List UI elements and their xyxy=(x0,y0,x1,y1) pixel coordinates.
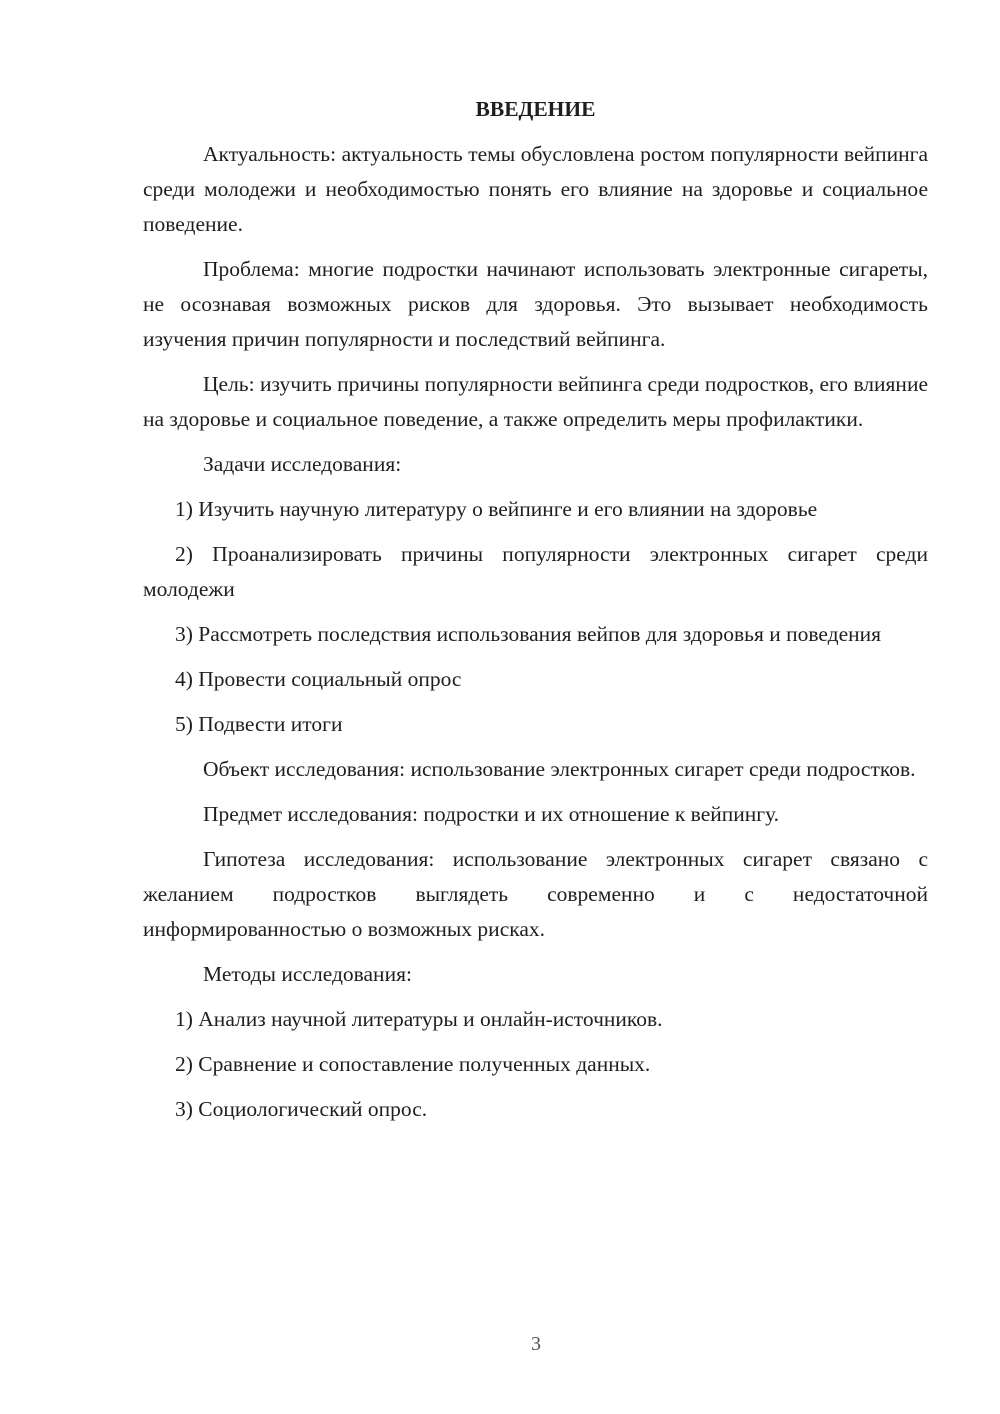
subject-paragraph: Предмет исследования: подростки и их отношение к вейпингу. xyxy=(203,802,780,826)
task-item: 1) Изучить научную литературу о вейпинге и его влиянии на здоровье xyxy=(175,497,818,521)
tasks-heading: Задачи исследования: xyxy=(203,452,402,476)
problem-paragraph: Проблема: многие подростки начинают использовать электронные сигареты, не осознавая возможных рисков для здоровья. Это вызывает необходимость изучения причин популярности и последствий вейпинга. xyxy=(143,257,928,351)
methods-heading: Методы исследования: xyxy=(203,962,412,986)
page-content xyxy=(143,92,928,1137)
method-item: 2) Сравнение и сопоставление полученных данных. xyxy=(175,1052,651,1076)
section-title: ВВЕДЕНИЕ xyxy=(475,97,596,121)
task-item: 4) Провести социальный опрос xyxy=(175,667,462,691)
object-paragraph: Объект исследования: использование электронных сигарет среди подростков. xyxy=(203,757,916,781)
task-item: 5) Подвести итоги xyxy=(175,712,343,736)
method-item: 1) Анализ научной литературы и онлайн-источников. xyxy=(175,1007,663,1031)
goal-paragraph: Цель: изучить причины популярности вейпинга среди подростков, его влияние на здоровье и социальное поведение, а также определить меры профилактики. xyxy=(143,372,928,431)
task-item: 3) Рассмотреть последствия использования вейпов для здоровья и поведения xyxy=(175,622,882,646)
relevance-paragraph: Актуальность: актуальность темы обусловлена ростом популярности вейпинга среди молодежи и необходимостью понять его влияние на здоровье и социальное поведение. xyxy=(143,142,928,236)
hypothesis-paragraph: Гипотеза исследования: использование электронных сигарет связано с желанием подростков выглядеть современно и с недостаточной информированностью о возможных рисках. xyxy=(143,847,928,941)
task-item: 2) Проанализировать причины популярности электронных сигарет среди молодежи xyxy=(143,542,928,601)
method-item: 3) Социологический опрос. xyxy=(175,1097,428,1121)
page-number: 3 xyxy=(531,1333,541,1355)
